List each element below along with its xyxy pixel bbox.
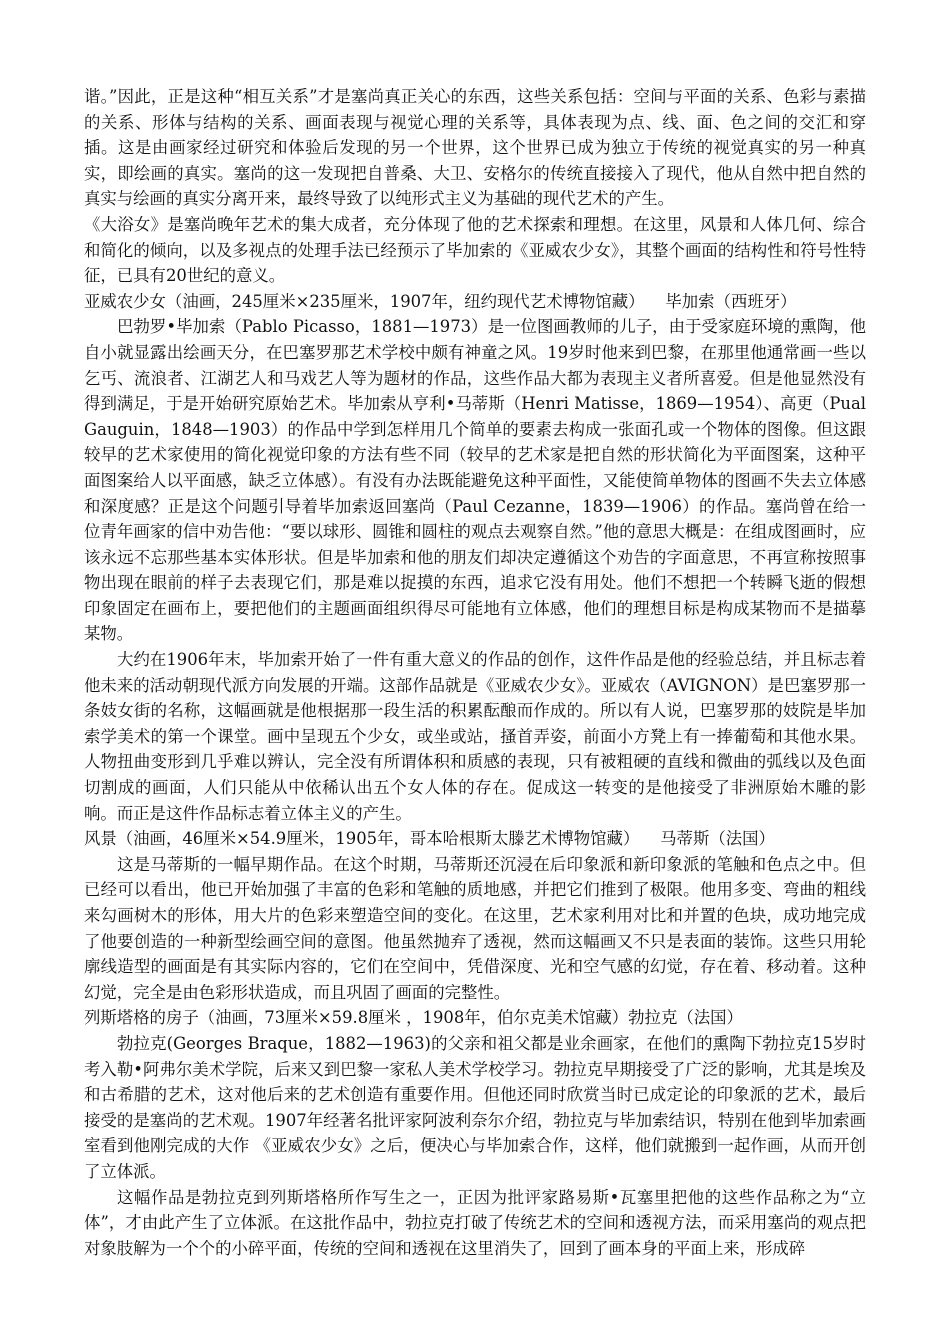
paragraph-picasso-bio: 巴勃罗•毕加索（Pablo Picasso，1881—1973）是一位图画教师的儿子，由于受家庭环境的熏陶，他自小就显露出绘画天分，在巴塞罗那艺术学校中颇有神童之风。19岁时他来到巴黎，在那里他通常画一些以乞丐、流浪者、江湖艺人和马戏艺人等为题材的作品，这些作品大都为表现主义者所喜爱。但是他显然没有得到满足，于是开始研究原始艺术。毕加索从亨利•马蒂斯（Henri Matisse，1869—1954）、高更（Pual Gauguin，1848—1903）的作品中学到怎样用几个简单的要素去构成一张面孔或一个物体的图像。但这跟较早的艺术家使用的简化视觉印象的方法有些不同（较早的艺术家是把自然的形状简化为平面图案，这种平面图案给人以平面感，缺乏立体感）。有没有办法既能避免这种平面性，又能使简单物体的图画不失去立体感和深度感？正是这个问题引导着毕加索返回塞尚（Paul Cezanne，1839—1906）的作品。塞尚曾在给一位青年画家的信中劝告他：“要以球形、圆锥和圆柱的观点去观察自然。”他的意思大概是：在组成图画时，应该永远不忘那些基本实体形状。但是毕加索和他的朋友们却决定遵循这个劝告的字面意思，不再宣称按照事物出现在眼前的样子去表现它们，那是难以捉摸的东西，追求它没有用处。他们不想把一个转瞬飞逝的假想印象固定在画布上，要把他们的主题画面组织得尽可能地有立体感，他们的理想目标是构成某物而不是描摹某物。 bbox=[84, 317, 866, 644]
paragraph-bathers: 《大浴女》是塞尚晚年艺术的集大成者，充分体现了他的艺术探索和理想。在这里，风景和人体几何、综合和简化的倾向，以及多视点的处理手法已经预示了毕加索的《亚威农少女》，其整个画面的结构性和符号性特征，已具有20世纪的意义。 bbox=[84, 214, 866, 286]
paragraph-cezanne-relations: 谐。”因此，正是这种“相互关系”才是塞尚真正关心的东西，这些关系包括：空间与平面的关系、色彩与素描的关系、形体与结构的关系、画面表现与视觉心理的关系等，具体表现为点、线、面、色之间的交汇和穿插。这是由画家经过研究和体验后发现的另一个世界，这个世界已成为独立于传统的视觉真实的另一种真实，即绘画的真实。塞尚的这一发现把自普桑、大卫、安格尔的传统直接接入了现代，他从自然中把自然的真实与绘画的真实分离开来，最终导致了以纯形式主义为基础的现代艺术的产生。 bbox=[84, 87, 866, 209]
paragraph-demoiselles: 大约在1906年末，毕加索开始了一件有重大意义的作品的创作，这件作品是他的经验总结，并且标志着他未来的活动朝现代派方向发展的开端。这部作品就是《亚威农少女》。亚威农（AVIGNON）是巴塞罗那一条妓女街的名称，这幅画就是他根据那一段生活的积累酝酿而作成的。所以有人说，巴塞罗那的妓院是毕加索学美术的第一个课堂。画中呈现五个少女，或坐或站，搔首弄姿，前面小方凳上有一捧葡萄和其他水果。人物扭曲变形到几乎难以辨认，完全没有所谓体积和质感的表现，只有被粗硬的直线和微曲的弧线以及色面切割成的画面，人们只能从中依稀认出五个女人体的存在。促成这一转变的是他接受了非洲原始木雕的影响。而正是这件作品标志着立体主义的产生。 bbox=[84, 650, 866, 823]
paragraph-cubism-origin: 这幅作品是勃拉克到列斯塔格所作写生之一，正因为批评家路易斯•瓦塞里把他的这些作品称之为“立体”，才由此产生了立体派。在这批作品中，勃拉克打破了传统艺术的空间和透视方法，而采用塞尚的观点把对象肢解为一个个的小碎平面，传统的空间和透视在这里消失了，回到了画本身的平面上来，形成碎 bbox=[84, 1187, 866, 1258]
paragraph-braque-bio: 勃拉克(Georges Braque，1882—1963)的父亲和祖父都是业余画家，在他们的熏陶下勃拉克15岁时考入勒•阿弗尔美术学院，后来又到巴黎一家私人美术学校学习。勃拉克早期接受了广泛的影响，尤其是埃及和古希腊的艺术，这对他后来的艺术创造有重要作用。但他还同时欣赏当时已成定论的印象派的艺术，最后接受的是塞尚的艺术观。1907年经著名批评家阿波利奈尔介绍，勃拉克与毕加索结识，特别在他到毕加索画室看到他刚完成的大作 《亚威农少女》之后，便决心与毕加索合作，这样，他们就搬到一起作画，从而开创了立体派。 bbox=[84, 1033, 866, 1181]
paragraph-matisse: 这是马蒂斯的一幅早期作品。在这个时期，马蒂斯还沉浸在后印象派和新印象派的笔触和色点之中。但已经可以看出，他已开始加强了丰富的色彩和笔触的质地感，并把它们推到了极限。他用多变、弯曲的粗线来勾画树木的形体，用大片的色彩来塑造空间的变化。在这里，艺术家利用对比和并置的色块，成功地完成了他要创造的一种新型绘画空间的意图。他虽然抛弃了透视，然而这幅画又不只是表面的装饰。这些只用轮廓线造型的画面是有其实际内容的，它们在空间中，凭借深度、光和空气感的幻觉，存在着、移动着。这种幻觉，完全是由色彩形状造成，而且巩固了画面的完整性。 bbox=[84, 854, 866, 1002]
caption-braque-houses: 列斯塔格的房子（油画，73厘米×59.8厘米 ，1908年，伯尔克美术馆藏）勃拉克（法国） bbox=[84, 1008, 743, 1028]
document-page bbox=[84, 84, 866, 1261]
caption-matisse-landscape: 风景（油画，46厘米×54.9厘米，1905年，哥本哈根斯太滕艺术博物馆藏） 马蒂斯（法国） bbox=[84, 829, 775, 849]
caption-demoiselles: 亚威农少女（油画，245厘米×235厘米，1907年，纽约现代艺术博物馆藏） 毕加索（西班牙） bbox=[84, 291, 797, 311]
